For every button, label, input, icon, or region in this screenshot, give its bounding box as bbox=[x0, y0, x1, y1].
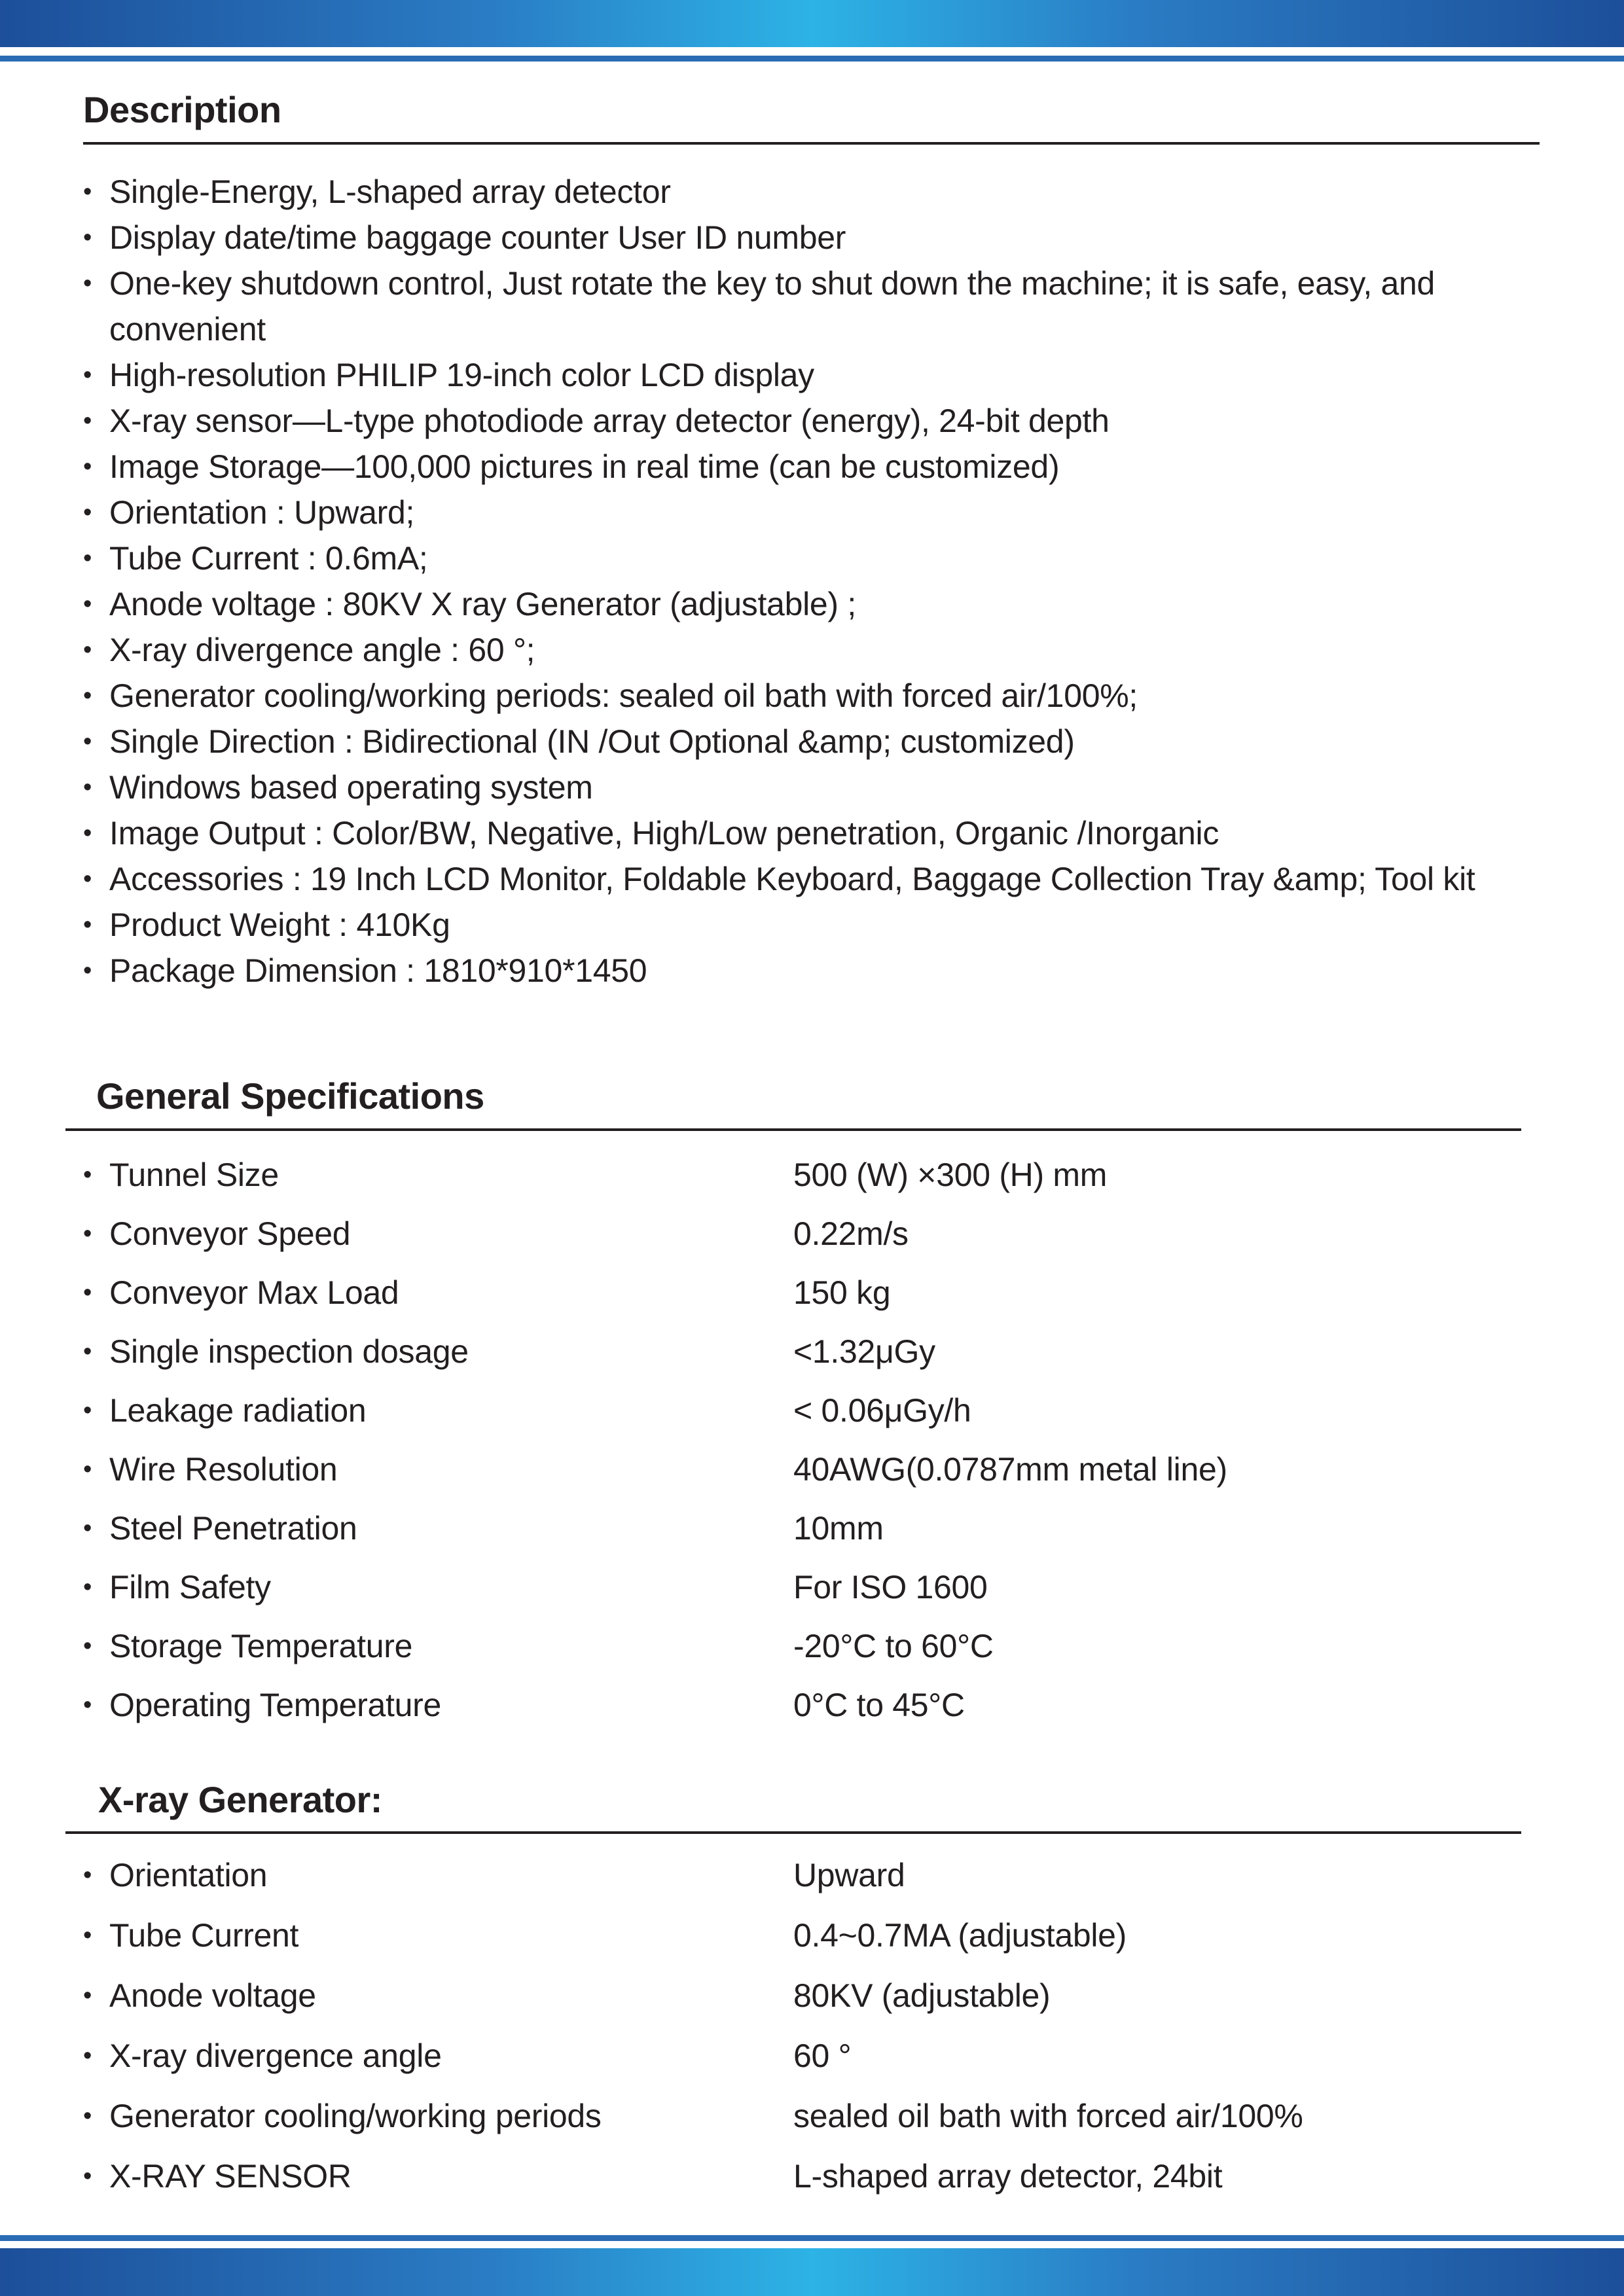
spec-row bbox=[83, 1852, 1523, 1912]
spec-name: • Storage Temperature bbox=[83, 1623, 412, 1669]
spec-name: • Single inspection dosage bbox=[83, 1329, 469, 1374]
bottom-accent-line bbox=[0, 2235, 1624, 2241]
description-divider bbox=[83, 142, 1540, 145]
list-item: • Accessories : 19 Inch LCD Monitor, Foldable Keyboard, Baggage Collection Tray &amp; Tool kit bbox=[83, 856, 1523, 902]
spec-value: 80KV (adjustable) bbox=[793, 1977, 1051, 2014]
spec-name: • Generator cooling/working periods bbox=[83, 2093, 602, 2139]
list-item: • Display date/time baggage counter User ID number bbox=[83, 215, 1540, 260]
spec-value: 0.22m/s bbox=[793, 1215, 909, 1252]
list-item: • Image Output : Color/BW, Negative, High/Low penetration, Organic /Inorganic bbox=[83, 810, 1540, 856]
spec-name: • Conveyor Speed bbox=[83, 1211, 350, 1257]
description-heading: Description bbox=[83, 89, 281, 130]
spec-row bbox=[83, 1152, 1523, 1211]
spec-value: 0°C to 45°C bbox=[793, 1687, 965, 1723]
list-item: • X-ray sensor—L-type photodiode array detector (energy), 24-bit depth bbox=[83, 398, 1540, 444]
top-decorative-band bbox=[0, 0, 1624, 47]
spec-row bbox=[83, 2033, 1523, 2093]
spec-value: 0.4~0.7MA (adjustable) bbox=[793, 1917, 1127, 1954]
spec-value: < 0.06μGy/h bbox=[793, 1392, 971, 1429]
spec-value: 150 kg bbox=[793, 1274, 891, 1311]
spec-value: 60 ° bbox=[793, 2037, 852, 2074]
spec-name: • Wire Resolution bbox=[83, 1446, 337, 1492]
list-item: • Product Weight : 410Kg bbox=[83, 902, 1540, 948]
top-accent-line bbox=[0, 56, 1624, 62]
list-item: • Anode voltage : 80KV X ray Generator (adjustable) ; bbox=[83, 581, 1540, 627]
spec-row bbox=[83, 1973, 1523, 2033]
list-item: • Single Direction : Bidirectional (IN /Out Optional &amp; customized) bbox=[83, 719, 1540, 764]
spec-name: • Steel Penetration bbox=[83, 1505, 357, 1551]
general-specifications-table bbox=[83, 1152, 1523, 1741]
list-item: • One-key shutdown control, Just rotate the key to shut down the machine; it is safe, easy, and convenient bbox=[83, 260, 1523, 352]
bottom-decorative-band bbox=[0, 2248, 1624, 2296]
xray-generator-table bbox=[83, 1852, 1523, 2214]
spec-row bbox=[83, 1623, 1523, 1682]
spec-name: • Film Safety bbox=[83, 1564, 271, 1610]
spec-value: Upward bbox=[793, 1857, 905, 1893]
list-item: • Package Dimension : 1810*910*1450 bbox=[83, 948, 1540, 994]
spec-value: <1.32μGy bbox=[793, 1333, 935, 1370]
spec-name: • Anode voltage bbox=[83, 1973, 316, 2018]
list-item: • Single-Energy, L-shaped array detector bbox=[83, 169, 1540, 215]
spec-value: 40AWG(0.0787mm metal line) bbox=[793, 1451, 1227, 1488]
list-item: • High-resolution PHILIP 19-inch color LCD display bbox=[83, 352, 1540, 398]
spec-name: • Tube Current bbox=[83, 1912, 298, 1958]
list-item: • Tube Current : 0.6mA; bbox=[83, 535, 1540, 581]
spec-name: • X-ray divergence angle bbox=[83, 2033, 442, 2079]
spec-row bbox=[83, 1912, 1523, 1973]
spec-name: • X-RAY SENSOR bbox=[83, 2153, 352, 2199]
spec-name: • Orientation bbox=[83, 1852, 267, 1898]
spec-name: • Operating Temperature bbox=[83, 1682, 441, 1728]
spec-value: For ISO 1600 bbox=[793, 1569, 988, 1605]
general-specifications-divider bbox=[65, 1128, 1521, 1131]
spec-row bbox=[83, 1329, 1523, 1388]
spec-name: • Leakage radiation bbox=[83, 1388, 366, 1433]
list-item: • Generator cooling/working periods: sealed oil bath with forced air/100%; bbox=[83, 673, 1540, 719]
spec-row bbox=[83, 1682, 1523, 1741]
list-item: • X-ray divergence angle : 60 °; bbox=[83, 627, 1540, 673]
spec-row bbox=[83, 2093, 1523, 2153]
spec-value: sealed oil bath with forced air/100% bbox=[793, 2098, 1303, 2134]
spec-name: • Tunnel Size bbox=[83, 1152, 279, 1198]
spec-row bbox=[83, 1388, 1523, 1446]
list-item: • Image Storage—100,000 pictures in real time (can be customized) bbox=[83, 444, 1540, 490]
list-item: • Orientation : Upward; bbox=[83, 490, 1540, 535]
general-specifications-heading: General Specifications bbox=[96, 1075, 484, 1117]
spec-name: • Conveyor Max Load bbox=[83, 1270, 399, 1316]
spec-row bbox=[83, 1446, 1523, 1505]
spec-value: -20°C to 60°C bbox=[793, 1628, 994, 1664]
spec-row bbox=[83, 1564, 1523, 1623]
description-list bbox=[83, 169, 1540, 994]
list-item: • Windows based operating system bbox=[83, 764, 1540, 810]
spec-row bbox=[83, 2153, 1523, 2214]
spec-value: 10mm bbox=[793, 1510, 884, 1547]
spec-row bbox=[83, 1211, 1523, 1270]
spec-value: 500 (W) ×300 (H) mm bbox=[793, 1157, 1108, 1193]
xray-generator-heading: X-ray Generator: bbox=[98, 1779, 382, 1820]
xray-generator-divider bbox=[65, 1831, 1521, 1834]
spec-row bbox=[83, 1505, 1523, 1564]
spec-row bbox=[83, 1270, 1523, 1329]
spec-value: L-shaped array detector, 24bit bbox=[793, 2158, 1223, 2195]
